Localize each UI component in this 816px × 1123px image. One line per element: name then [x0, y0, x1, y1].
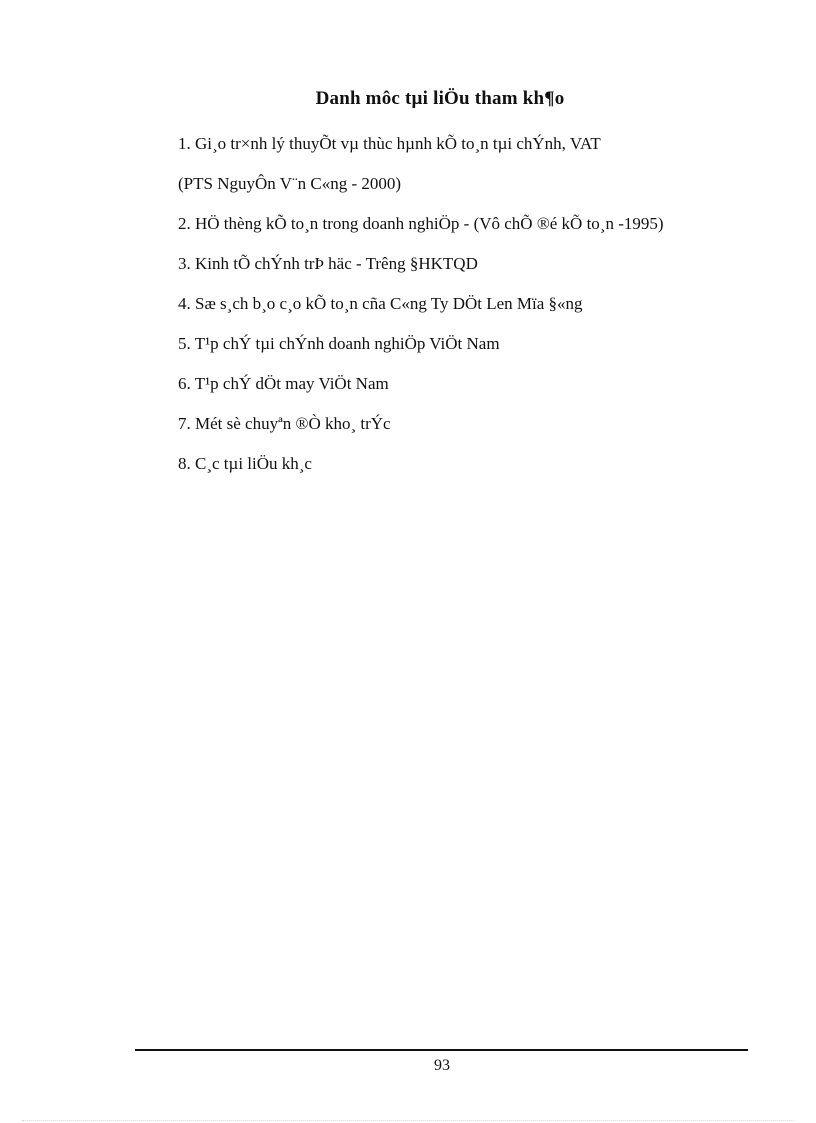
reference-item: 5. T¹p chÝ tµi chÝnh doanh nghiÖp ViÖt Nam — [178, 334, 500, 353]
reference-item: 6. T¹p chÝ dÖt may ViÖt Nam — [178, 374, 389, 393]
reference-item: 2. HÖ thèng kÕ to¸n trong doanh nghiÖp - (Vô chÕ ®é kÕ to¸n -1995) — [178, 214, 664, 233]
references-title: Danh môc tµi liÖu tham kh¶o — [315, 88, 565, 109]
reference-item: (PTS NguyÔn V¨n C«ng - 2000) — [178, 174, 402, 193]
reference-item: 7. Mét sè chuyªn ®Ò kho¸ trÝc — [178, 414, 391, 433]
references-list — [178, 130, 778, 490]
reference-item: 4. Sæ s¸ch b¸o c¸o kÕ to¸n cña C«ng Ty DÖt Len Mïa §«ng — [178, 294, 583, 313]
reference-item: 1. Gi¸o tr×nh lý thuyÕt vµ thùc hµnh kÕ to¸n tµi chÝnh, VAT — [178, 134, 601, 153]
reference-item: 8. C¸c tµi liÖu kh¸c — [178, 454, 312, 473]
page-number: 93 — [434, 1057, 450, 1074]
reference-item: 3. Kinh tÕ chÝnh trÞ häc - Trêng §HKTQD — [178, 254, 478, 273]
page-bottom-border — [22, 1120, 794, 1121]
footer-divider — [135, 1049, 748, 1051]
